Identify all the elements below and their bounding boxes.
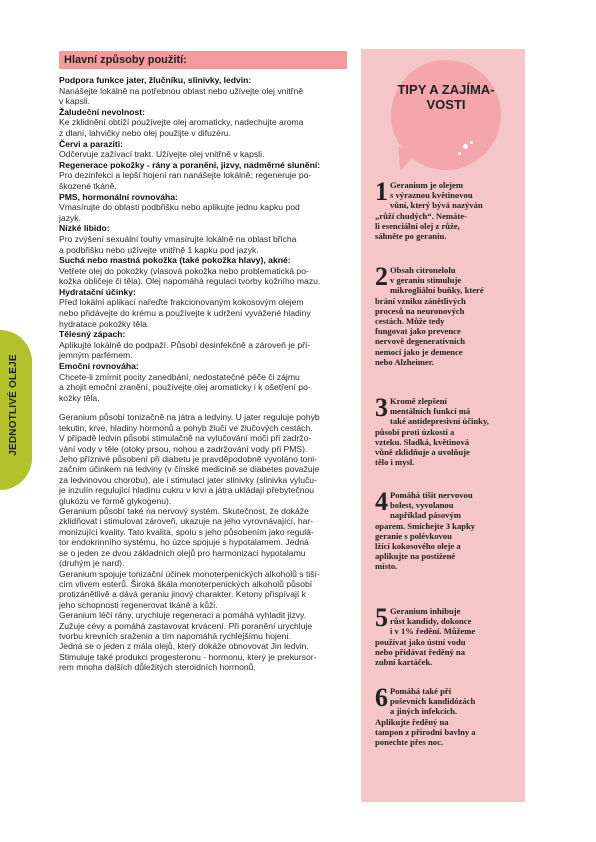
tip-number: 1	[375, 177, 388, 206]
tip-number: 5	[375, 603, 388, 632]
use-text-line: Pro dezinfekci a lepší hojení ran nanášejte lokálně; regeneruje po-	[59, 170, 312, 181]
body-line: Geranium působí tonizačně na játra a ledviny. U jater reguluje pohyb	[59, 412, 320, 423]
tip-text-line: s výraznou květinovou	[390, 190, 473, 201]
tip-text-line: Aplikujte ředěný na	[375, 716, 449, 727]
tip-text-line: oparem. Smíchejte 3 kapky	[375, 520, 476, 531]
tip-text-line: růst kandidy, dokonce	[390, 616, 472, 627]
tip-text-line: aplikujte na postižené	[375, 551, 456, 562]
use-text-line: Nanášejte lokálně na potřebnou oblast nebo užívejte olej vnitřně	[59, 85, 304, 96]
body-line: rem mnoha dalších důležitých steroidních hormonů.	[59, 662, 256, 673]
body-line: tvorbu krevních sraženin a tím napomáhá rychlejšímu hojení.	[59, 630, 292, 641]
tip-text-line: například pásovým	[390, 510, 461, 521]
tip-text-line: tampon z přírodní bavlny a	[375, 726, 476, 737]
tip-text-line: nebo Alzheimer.	[375, 356, 434, 367]
tip-item	[375, 262, 515, 367]
tip-text-line: používat jako ústní vodu	[375, 636, 466, 647]
side-tab-label: JEDNOTLIVÉ OLEJE	[8, 354, 19, 456]
use-text-line: Chcete-li zmírnit pocity zanedbání, nedostatečné péče či zájmu	[59, 371, 300, 382]
use-title: Suchá nebo mastná pokožka (také pokožka hlavy), akné:	[59, 255, 291, 266]
body-line: Jeho příznivé působení při diabetu je pravděpodobně vyvoláno toni-	[59, 454, 317, 465]
body-line: za ledvinovou chorobu), ale i stimulací jater slinivky (slinivka vyluču-	[59, 474, 317, 485]
tip-text-line: procesů na neuronových	[375, 305, 465, 316]
use-title: Žaludeční nevolnost:	[59, 106, 145, 117]
tip-number: 2	[375, 262, 388, 291]
use-text-line: v kapsli.	[59, 96, 91, 107]
body-line: Jedná se o jeden z mála olejů, který dokáže obnovovat Jin ledvin.	[59, 641, 309, 652]
use-text-line: Vmasírujte do oblasti podbřišku nebo aplikujte jednu kapku pod	[59, 202, 300, 213]
use-text-line: škozené tkáně.	[59, 180, 117, 191]
uses-list	[59, 75, 347, 403]
tip-text-line: také antidepresivní účinky,	[390, 416, 489, 427]
body-line: (druhým je nard).	[59, 558, 125, 569]
tip-text-line: Pomáhá také při	[390, 686, 452, 696]
tip-text-line: geranie s polévkovou	[375, 530, 452, 541]
tip-text-line: fungovat jako prevence	[375, 326, 461, 337]
tip-text-line: li esenciální olej z růže,	[375, 220, 460, 231]
body-line: monizující kvality. Tato kvalita, spolu s jeho působením jako regulá-	[59, 526, 314, 537]
use-text-line: kožka obličeje či těla). Olej napomáhá regulaci tvorby kožního mazu.	[59, 276, 321, 287]
body-line: se o jeden ze dvou základních olejů pro harmonizaci hypotalamu	[59, 547, 306, 558]
tip-text-line: a jiných infekcích.	[390, 706, 458, 717]
uses-heading: Hlavní způsoby použití:	[59, 51, 347, 69]
main-column	[59, 51, 347, 673]
tip-text-line: cestách. Může tedy	[375, 316, 445, 327]
use-title: Emoční rovnováha:	[59, 361, 139, 372]
body-line: vání vody v těle (otoky prsou, nohou a zadržování vody při PMS).	[59, 443, 308, 454]
tip-item	[375, 603, 515, 668]
use-title: Podpora funkce jater, žlučníku, slinivky, ledvin:	[59, 75, 252, 85]
use-text-line: Aplikujte lokálně do podpaží. Působí desinfekčně a zároveň je pří-	[59, 339, 311, 350]
use-title: Hydratační účinky:	[59, 286, 136, 297]
tip-text-line: Pomáhá tišit nervovou	[390, 490, 473, 500]
body-line: glukózu ve formě glykogenu).	[59, 495, 172, 506]
tip-item	[375, 683, 515, 748]
tip-text-line: lžící kokosového oleje a	[375, 541, 461, 552]
tip-text-line: vzteku. Sladká, květinová	[375, 436, 470, 447]
body-line: jeho schopnosti regenerovat tkáně a kůži.	[59, 599, 218, 610]
body-line: tor endokrinního systému, ho úzce spojuje s hypotalamem. Jedná	[59, 537, 309, 548]
body-line: V případě ledvin působí stimulačně na vylučování moči při zadržo-	[59, 433, 312, 444]
use-text-line: Odčervuje zažívací trakt. Užívejte olej vnitřně v kapsli.	[59, 149, 265, 160]
tip-number: 6	[375, 683, 388, 712]
tip-text-line: zubní kartáček.	[375, 657, 433, 668]
tip-text-line: Obsah citronelolu	[390, 265, 456, 275]
use-text-line: Před lokální aplikací nařeďte frakcionovaným kokosovým olejem	[59, 297, 304, 308]
tip-text-line: i v 1% ředění. Můžeme	[390, 626, 476, 637]
body-line: Geranium léčí rány, urychluje regeneraci a pomáhá vyhladit jizvy.	[59, 610, 307, 621]
body-line: začním účinkem na ledviny (v čínské medicíně se diabetes považuje	[59, 464, 320, 475]
tip-text-line: sáhněte po geraniu.	[375, 231, 447, 242]
tip-text-line: Geranium je olejem	[390, 180, 464, 190]
use-title: Nízké libido:	[59, 223, 110, 234]
tip-item	[375, 487, 515, 572]
use-text-line: Pro zvýšení sexuální touhy vmasírujte lokálně na oblast břicha	[59, 233, 297, 244]
body-line: Stimuluje také produkci progesteronu - hormonu, který je prekursor-	[59, 651, 317, 662]
tip-text-line: vůní, který bývá nazýván	[390, 200, 483, 211]
use-text-line: Ke zklidnění obtíží používejte olej aromaticky, nadechujte aroma	[59, 117, 304, 128]
use-text-line: jazyk.	[59, 212, 81, 223]
tip-text-line: ponechte přes noc.	[375, 737, 444, 748]
tip-item	[375, 393, 515, 468]
body-line: Geranium spojuje tonizační účinek monoterpenických alkoholů s tiší-	[59, 568, 320, 579]
body-line: je inzulín regulující hladinu cukru v krvi a játra ukládají přebytečnou	[59, 485, 315, 496]
tip-text-line: působí proti úzkosti a	[375, 426, 455, 437]
tip-item	[375, 177, 515, 242]
tip-text-line: bolest, vyvolanou	[390, 500, 454, 511]
use-text-line: Vetřete olej do pokožky (vlasová pokožka nebo problematická po-	[59, 265, 309, 276]
tips-title	[391, 82, 501, 112]
tip-text-line: „růží chudých“. Nemáte-	[375, 210, 467, 221]
tip-text-line: vůně zklidňuje a uvolňuje	[375, 447, 470, 458]
tip-text-line: nebo přidávat ředěný na	[375, 646, 466, 657]
use-title: Tělesný zápach:	[59, 329, 126, 340]
use-text-line: a podbřišku nebo užívejte vnitřně 1 kapku pod jazyk.	[59, 244, 259, 255]
use-title: Červi a paraziti:	[59, 138, 123, 149]
use-text-line: nebo přidávejte do krému a používejte k udržení vyvážené hladiny	[59, 308, 311, 319]
tip-text-line: v geraniu stimuluje	[390, 275, 462, 286]
use-text-line: kožky těla.	[59, 392, 100, 403]
tip-text-line: mentálních funkcí má	[390, 406, 471, 417]
tip-number: 3	[375, 393, 388, 422]
tip-text-line: nemocí jako je demence	[375, 346, 463, 357]
body-line: protizánětlivě a dává geraniu jinový charakter. Ketony přispívají k	[59, 589, 306, 600]
tip-text-line: mikrogliální buňky, které	[390, 285, 484, 296]
tip-number: 4	[375, 487, 388, 516]
use-text-line: a zhojit emoční zranění, používejte olej aromaticky i k ošetření po-	[59, 382, 311, 393]
tips-title-line2: VOSTI	[426, 97, 466, 112]
body-line: Geranium působí také na nervový systém. Skutečnost, že dokáže	[59, 506, 309, 517]
body-line: cím vlivem esterů. Široká škála monoterpenických alkoholů působí	[59, 578, 313, 589]
body-text	[59, 412, 347, 672]
tip-text-line: tělo i mysl.	[375, 457, 415, 468]
tip-text-line: Kromě zlepšení	[390, 396, 447, 406]
body-line: tekutin, krve, hladiny hormonů a pohyb žlučí ve žlučových cestách.	[59, 422, 313, 433]
use-title: Regenerace pokožky - rány a poranění, jizvy, nadměrné slunění:	[59, 159, 321, 170]
use-text-line: z dlaní, lahvičky nebo olej použijte v difuzéru.	[59, 127, 231, 138]
body-line: Zužuje cévy a pomáhá zastavovat krvácení. Při poranění urychluje	[59, 620, 313, 631]
tips-title-line1: TIPY A ZAJÍMA-	[397, 82, 495, 97]
use-text-line: jemným parfémem.	[59, 350, 133, 361]
tip-text-line: místo.	[375, 561, 398, 572]
tip-text-line: brání vzniku zánětlivých	[375, 295, 466, 306]
tips-sidebar	[361, 49, 525, 802]
tip-text-line: poševních kandidózách	[390, 696, 476, 707]
use-text-line: hydratace pokožky těla.	[59, 318, 150, 329]
tip-text-line: nervově degenerativních	[375, 336, 465, 347]
body-line: zklidňovat i stimulovat zároveň, ukazuje na jeho vyrovnávající, har-	[59, 516, 314, 527]
use-title: PMS, hormonální rovnováha:	[59, 191, 178, 202]
tip-text-line: Geranium inhibuje	[390, 606, 461, 616]
